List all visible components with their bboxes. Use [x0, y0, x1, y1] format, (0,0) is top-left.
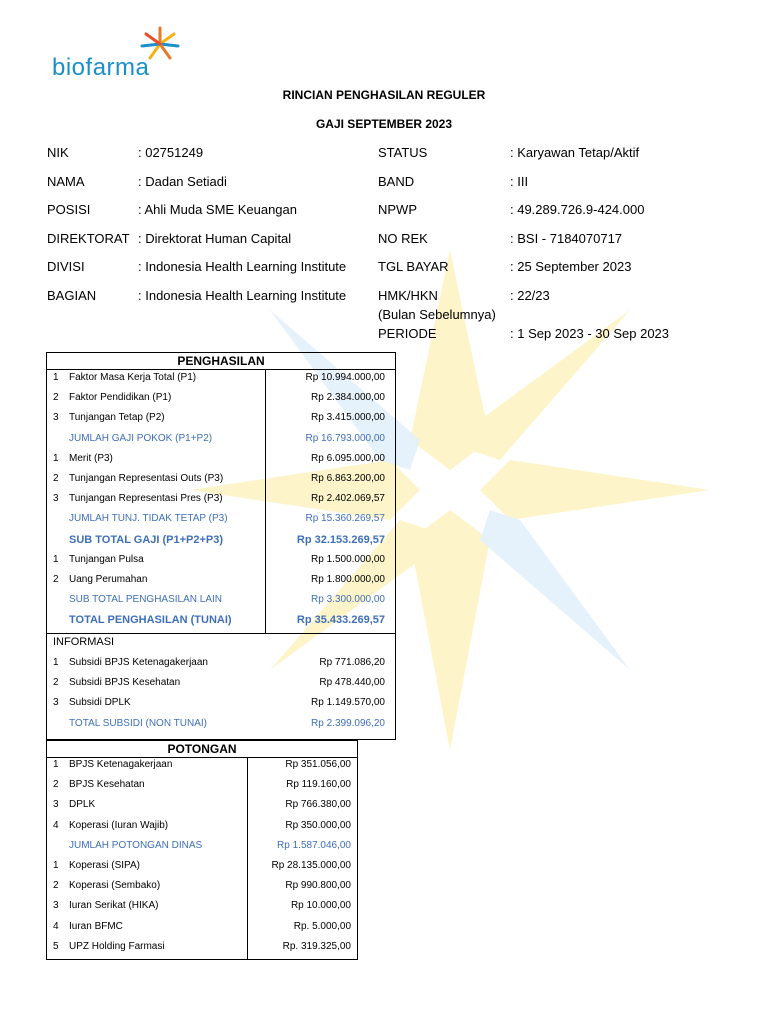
penghasilan-header: PENGHASILAN	[47, 353, 395, 370]
row-number: 3	[53, 697, 59, 709]
row-value: Rp 990.800,00	[285, 880, 351, 892]
row-value: Rp 35.433.269,57	[296, 614, 385, 627]
table-row	[47, 590, 395, 610]
row-number: 3	[53, 412, 59, 424]
row-label: SUB TOTAL PENGHASILAN LAIN	[69, 594, 223, 606]
informasi-header: INFORMASI	[53, 636, 115, 648]
row-number: 1	[53, 452, 59, 464]
row-label: TOTAL SUBSIDI (NON TUNAI)	[69, 717, 207, 729]
row-number: 5	[53, 940, 59, 952]
table-row	[47, 876, 357, 896]
info-value: : BSI - 7184070717	[510, 231, 623, 246]
row-value: Rp 3.300.000,00	[311, 594, 385, 606]
row-label: Merit (P3)	[69, 452, 113, 464]
penghasilan-table	[46, 352, 396, 634]
info-value: : 49.289.726.9-424.000	[510, 202, 645, 217]
row-label: Faktor Masa Kerja Total (P1)	[69, 372, 197, 383]
row-value: Rp 351.056,00	[285, 759, 351, 770]
row-number: 4	[53, 819, 59, 831]
row-value: Rp 478.440,00	[319, 677, 385, 689]
table-row	[47, 509, 395, 529]
info-value: : Ahli Muda SME Keuangan	[138, 202, 297, 217]
info-label: TGL BAYAR	[378, 259, 449, 274]
row-number: 2	[53, 779, 59, 791]
info-value: : 1 Sep 2023 - 30 Sep 2023	[510, 326, 670, 341]
biofarma-logo	[52, 24, 192, 88]
info-label: HMK/HKN	[378, 288, 438, 303]
table-row	[47, 388, 395, 408]
row-number: 2	[53, 677, 59, 689]
table-row	[47, 917, 357, 937]
row-value: Rp 2.399.096,20	[311, 717, 385, 729]
table-row	[47, 368, 395, 388]
info-label: NO REK	[378, 231, 428, 246]
row-label: Iuran Serikat (HIKA)	[69, 900, 159, 912]
table-row	[47, 816, 357, 836]
row-number: 2	[53, 880, 59, 892]
info-label: DIREKTORAT	[47, 231, 130, 246]
row-number: 4	[53, 920, 59, 932]
potongan-table	[46, 740, 358, 960]
info-label: DIVISI	[47, 259, 85, 274]
row-label: Koperasi (Iuran Wajib)	[69, 819, 169, 831]
info-label: NAMA	[47, 174, 85, 189]
row-label: Subsidi BPJS Ketenagakerjaan	[69, 657, 208, 668]
row-label: Faktor Pendidikan (P1)	[69, 392, 172, 404]
info-label: PERIODE	[378, 326, 437, 341]
info-value: : 25 September 2023	[510, 259, 632, 274]
page-title: RINCIAN PENGHASILAN REGULER	[282, 88, 486, 102]
row-label: Subsidi DPLK	[69, 697, 131, 709]
table-row	[47, 775, 357, 795]
table-row	[47, 673, 395, 693]
informasi-table	[46, 632, 396, 740]
table-row	[47, 469, 395, 489]
table-row	[47, 896, 357, 916]
row-value: Rp 2.402.069,57	[311, 493, 385, 505]
row-label: SUB TOTAL GAJI (P1+P2+P3)	[69, 533, 224, 546]
row-label: Tunjangan Tetap (P2)	[69, 412, 165, 424]
table-row	[47, 836, 357, 856]
row-label: JUMLAH TUNJ. TIDAK TETAP (P3)	[69, 513, 228, 525]
info-value: : Karyawan Tetap/Aktif	[510, 145, 640, 160]
row-label: JUMLAH POTONGAN DINAS	[69, 839, 203, 851]
table-row	[47, 408, 395, 428]
row-value: Rp 119.160,00	[286, 779, 351, 791]
table-row	[47, 429, 395, 449]
info-label: NPWP	[378, 202, 417, 217]
row-label: UPZ Holding Farmasi	[69, 940, 165, 952]
info-label: BAGIAN	[47, 288, 97, 303]
row-label: Koperasi (SIPA)	[69, 860, 140, 871]
row-number: 2	[53, 392, 59, 404]
row-value: Rp 28.135.000,00	[271, 860, 351, 871]
row-label: Tunjangan Representasi Pres (P3)	[69, 493, 223, 505]
table-row	[47, 714, 395, 734]
row-value: Rp 6.095.000,00	[311, 452, 385, 464]
row-label: Uang Perumahan	[69, 574, 148, 585]
row-value: Rp 1.587.046,00	[277, 839, 351, 851]
row-label: BPJS Kesehatan	[69, 779, 145, 791]
row-value: Rp 350.000,00	[285, 819, 351, 831]
table-row	[47, 449, 395, 469]
row-number: 1	[53, 553, 59, 565]
row-value: Rp 771.086,20	[319, 657, 385, 668]
row-number: 1	[53, 860, 59, 871]
row-value: Rp 1.800.000,00	[311, 574, 385, 585]
row-label: TOTAL PENGHASILAN (TUNAI)	[69, 614, 232, 627]
row-number: 1	[53, 372, 59, 383]
row-value: Rp 15.360.269,57	[305, 513, 385, 525]
row-label: Subsidi BPJS Kesehatan	[69, 677, 181, 689]
row-value: Rp 10.994.000,00	[305, 372, 385, 383]
row-value: Rp 2.384.000,00	[311, 392, 385, 404]
logo-wordmark: biofarma	[52, 54, 150, 81]
info-value: : Indonesia Health Learning Institute	[138, 288, 347, 303]
row-label: DPLK	[69, 799, 96, 811]
row-label: BPJS Ketenagakerjaan	[69, 759, 173, 770]
info-value: : 22/23	[510, 288, 550, 303]
row-value: Rp. 319.325,00	[282, 940, 351, 952]
table-row	[47, 489, 395, 509]
row-number: 1	[53, 759, 59, 770]
row-value: Rp. 5.000,00	[293, 920, 351, 932]
info-label: POSISI	[47, 202, 91, 217]
table-row	[47, 653, 395, 673]
table-row	[47, 610, 395, 630]
row-label: JUMLAH GAJI POKOK (P1+P2)	[69, 432, 213, 444]
table-row	[47, 856, 357, 876]
row-label: Tunjangan Representasi Outs (P3)	[69, 473, 224, 484]
info-value: : Indonesia Health Learning Institute	[138, 259, 347, 274]
row-number: 1	[53, 657, 59, 668]
row-label: Iuran BFMC	[69, 920, 123, 932]
table-row	[47, 693, 395, 713]
row-number: 3	[53, 900, 59, 912]
row-number: 3	[53, 799, 59, 811]
potongan-header: POTONGAN	[47, 741, 357, 758]
table-row	[47, 755, 357, 775]
row-value: Rp 3.415.000,00	[311, 412, 385, 424]
row-value: Rp 32.153.269,57	[296, 533, 385, 546]
table-row	[47, 530, 395, 550]
table-row	[47, 570, 395, 590]
table-row	[47, 795, 357, 815]
row-value: Rp 16.793.000,00	[305, 432, 385, 444]
row-value: Rp 10.000,00	[290, 900, 351, 912]
row-value: Rp 1.149.570,00	[311, 697, 385, 709]
row-label: Koperasi (Sembako)	[69, 880, 161, 892]
info-value: : 02751249	[138, 145, 204, 160]
info-label: BAND	[378, 174, 415, 189]
table-row	[47, 550, 395, 570]
info-label: NIK	[47, 145, 69, 160]
row-label: Tunjangan Pulsa	[69, 553, 144, 565]
row-number: 3	[53, 493, 59, 505]
info-value: : III	[510, 174, 529, 189]
info-label-note: (Bulan Sebelumnya)	[378, 307, 496, 322]
row-number: 2	[53, 473, 59, 484]
info-label: STATUS	[378, 145, 428, 160]
page-subtitle: GAJI SEPTEMBER 2023	[315, 117, 453, 131]
info-value: : Dadan Setiadi	[138, 174, 227, 189]
row-value: Rp 1.500.000,00	[311, 553, 385, 565]
table-row	[47, 937, 357, 957]
row-value: Rp 766.380,00	[285, 799, 351, 811]
row-number: 2	[53, 574, 59, 585]
row-value: Rp 6.863.200,00	[311, 473, 385, 484]
info-value: : Direktorat Human Capital	[138, 231, 292, 246]
